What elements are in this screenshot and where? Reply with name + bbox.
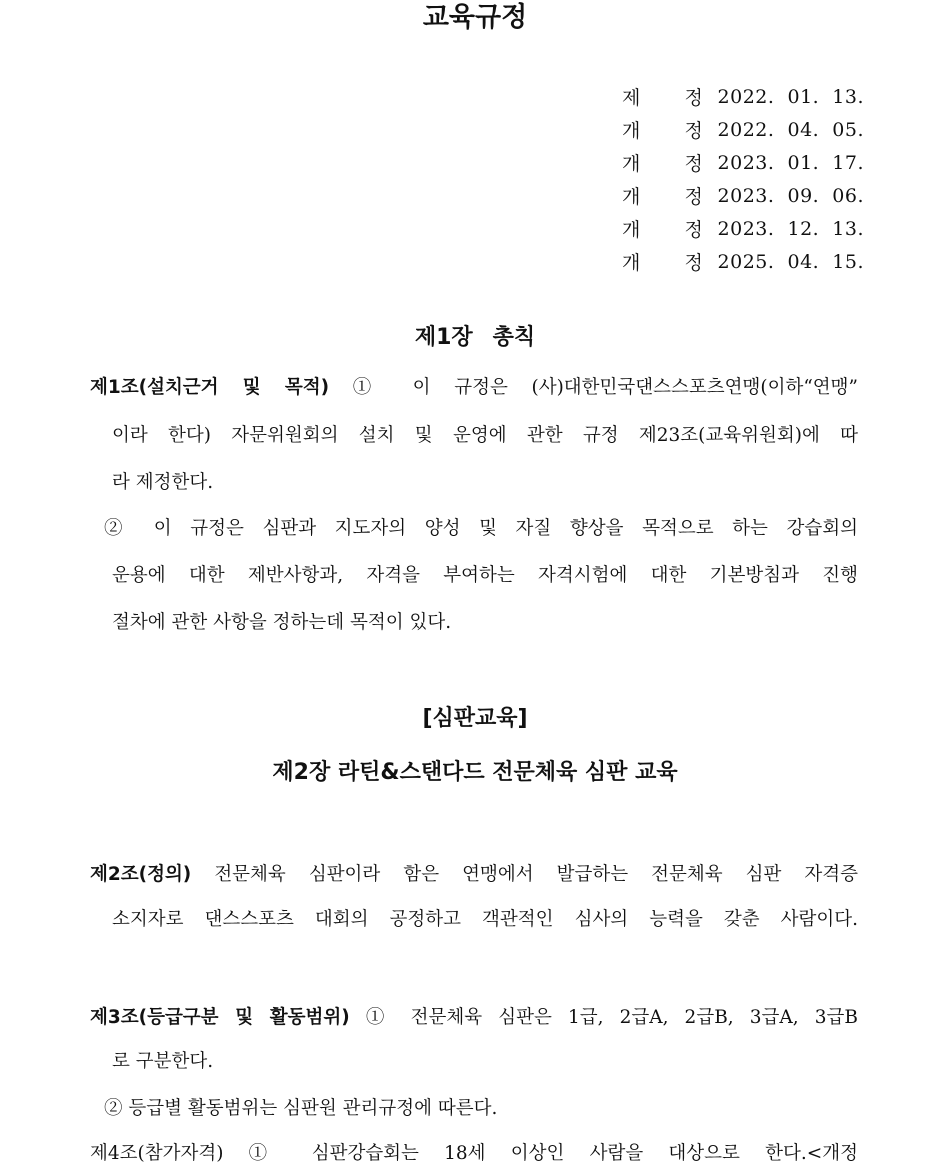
revision-date: 2022. 04. 05. xyxy=(717,118,864,141)
revision-label: 정 xyxy=(684,219,703,241)
article-3-line: ② 등급별 활동범위는 심판원 관리규정에 따른다. xyxy=(104,1098,498,1119)
article-heading: 제1조(설치근거 및 목적) xyxy=(90,377,330,398)
revision-label: 정 xyxy=(684,87,703,109)
article-text: ① 이 규정은 (사)대한민국댄스스포츠연맹(이하“연맹” xyxy=(352,377,858,398)
article-2-line xyxy=(90,853,858,897)
revision-label: 개 xyxy=(622,219,641,241)
article-3-line: 로 구분한다. xyxy=(112,1051,214,1072)
revision-label: 제 xyxy=(622,87,641,109)
article-4-line: 제4조(참가자격) ① 심판강습회는 18세 이상인 사람을 대상으로 한다.<개정 xyxy=(90,1143,858,1164)
revision-date: 2025. 04. 15. xyxy=(717,250,864,273)
revision-label: 개 xyxy=(622,186,641,208)
revision-label: 정 xyxy=(684,120,703,142)
article-heading: 제3조(등급구분 및 활동범위) xyxy=(90,1007,350,1028)
revision-label: 개 xyxy=(622,120,641,142)
revision-date: 2023. 09. 06. xyxy=(717,184,864,207)
article-1-line xyxy=(90,366,858,410)
chapter-name: 총칙 xyxy=(492,325,536,350)
article-1-line: 라 제정한다. xyxy=(112,472,214,493)
revision-label: 정 xyxy=(684,252,703,274)
revision-label: 정 xyxy=(684,153,703,175)
revision-date: 2023. 01. 17. xyxy=(717,151,864,174)
chapter-2-heading: 제2장 라틴&스탠다드 전문체육 심판 교육 xyxy=(272,760,678,785)
revision-row xyxy=(614,80,864,113)
revision-row xyxy=(614,212,864,245)
article-heading: 제2조(정의) xyxy=(90,864,192,885)
section-heading: [심판교육] xyxy=(422,706,528,731)
revision-label: 개 xyxy=(622,252,641,274)
revision-date: 2023. 12. 13. xyxy=(717,217,864,240)
article-3-line xyxy=(90,996,858,1040)
revision-row xyxy=(614,146,864,179)
revision-date: 2022. 01. 13. xyxy=(717,85,864,108)
article-1-line: 이라 한다) 자문위원회의 설치 및 운영에 관한 규정 제23조(교육위원회)에 따 xyxy=(112,425,858,446)
article-text: ① 전문체육 심판은 1급, 2급A, 2급B, 3급A, 3급B xyxy=(365,1007,858,1028)
revision-row xyxy=(614,113,864,146)
chapter-1-heading xyxy=(0,320,950,351)
article-2-line: 소지자로 댄스스포츠 대회의 공정하고 객관적인 심사의 능력을 갖춘 사람이다. xyxy=(112,909,858,930)
article-1-line: ② 이 규정은 심판과 지도자의 양성 및 자질 향상을 목적으로 하는 강습회의 xyxy=(104,518,858,539)
revision-row xyxy=(614,179,864,212)
revision-history xyxy=(614,80,864,278)
revision-row xyxy=(614,245,864,278)
article-text: 전문체육 심판이라 함은 연맹에서 발급하는 전문체육 심판 자격증 xyxy=(214,864,858,885)
document-title: 교육규정 xyxy=(422,2,528,33)
revision-label: 정 xyxy=(684,186,703,208)
article-1-line: 절차에 관한 사항을 정하는데 목적이 있다. xyxy=(112,612,452,633)
chapter-number: 제1장 xyxy=(414,325,473,350)
article-1-line: 운용에 대한 제반사항과, 자격을 부여하는 자격시험에 대한 기본방침과 진행 xyxy=(112,565,858,586)
revision-label: 개 xyxy=(622,153,641,175)
